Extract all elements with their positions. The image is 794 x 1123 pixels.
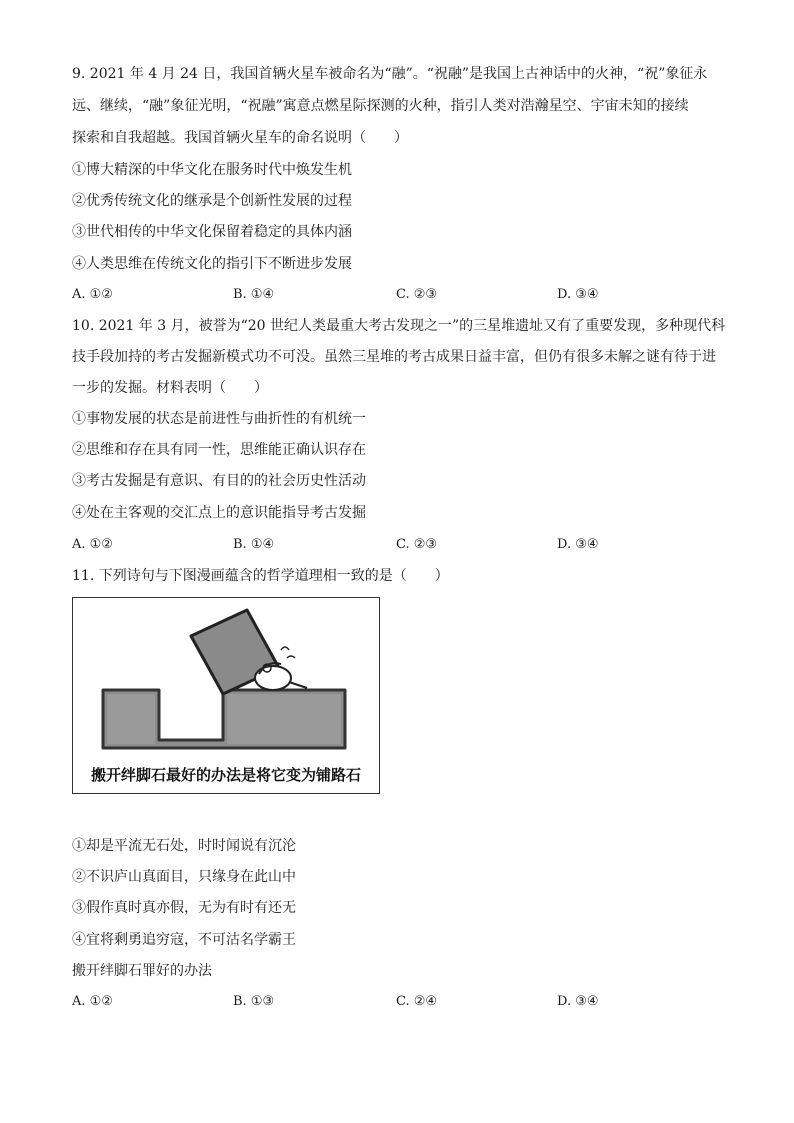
q10-stem-line-3: 一步的发掘。材料表明（ ） <box>72 380 268 396</box>
q9-option-d[interactable]: D. ③④ <box>557 287 599 302</box>
cartoon-figure <box>72 597 380 794</box>
q10-stem-line-1: 10. 2021 年 3 月，被誉为“20 世纪人类最重大考古发现之一”的三星堆遗址又有了重要发现，多种现代科 <box>72 318 726 334</box>
q11-option-c[interactable]: C. ②④ <box>396 994 438 1009</box>
q10-statement-1: ①事物发展的状态是前进性与曲折性的有机统一 <box>72 411 366 427</box>
q9-option-c[interactable]: C. ②③ <box>396 287 438 302</box>
q9-statement-1: ①博大精深的中华文化在服务时代中焕发生机 <box>72 162 352 178</box>
q10-stem-line-2: 技手段加持的考古发掘新模式功不可没。虽然三星堆的考古成果日益丰富，但仍有很多未解之谜有待于进 <box>72 349 716 365</box>
q9-stem-line-2: 远、继续，“融”象征光明，“祝融”寓意点燃星际探测的火种，指引人类对浩瀚星空、宇宙未知的接续 <box>72 98 689 114</box>
q9-statement-2: ②优秀传统文化的继承是个创新性发展的过程 <box>72 193 352 209</box>
q9-option-a[interactable]: A. ①② <box>72 287 113 302</box>
q9-option-b[interactable]: B. ①④ <box>233 287 275 302</box>
q11-option-a[interactable]: A. ①② <box>72 994 113 1009</box>
q10-statement-2: ②思维和存在具有同一性，思维能正确认识存在 <box>72 442 366 458</box>
q9-stem-line-3: 探索和自我超越。我国首辆火星车的命名说明（ ） <box>72 130 408 146</box>
cartoon-illustration <box>73 598 379 758</box>
q10-statement-4: ④处在主客观的交汇点上的意识能指导考古发掘 <box>72 505 366 521</box>
q10-option-c[interactable]: C. ②③ <box>396 537 438 552</box>
q10-statement-3: ③考古发掘是有意识、有目的的社会历史性活动 <box>72 473 366 489</box>
q11-statement-4: ④宜将剩勇追穷寇，不可沽名学霸王 <box>72 932 296 948</box>
figure-caption: 搬开绊脚石最好的办法是将它变为铺路石 <box>90 766 361 784</box>
q11-option-d[interactable]: D. ③④ <box>557 994 599 1009</box>
q10-option-a[interactable]: A. ①② <box>72 537 113 552</box>
q9-statement-4: ④人类思维在传统文化的指引下不断进步发展 <box>72 256 352 272</box>
q11-stem: 11. 下列诗句与下图漫画蕴含的哲学道理相一致的是（ ） <box>72 568 449 584</box>
q9-statement-3: ③世代相传的中华文化保留着稳定的具体内涵 <box>72 224 352 240</box>
q11-option-b[interactable]: B. ①③ <box>233 994 275 1009</box>
q9-stem-line-1: 9. 2021 年 4 月 24 日，我国首辆火星车被命名为“融”。“祝融”是我国上古神话中的火神，“祝”象征永 <box>72 66 708 82</box>
q11-statement-1: ①却是平流无石处，时时闻说有沉沦 <box>72 838 296 854</box>
q11-extra-line: 搬开绊脚石罪好的办法 <box>72 963 212 979</box>
q10-option-b[interactable]: B. ①④ <box>233 537 275 552</box>
q11-statement-2: ②不识庐山真面目，只缘身在此山中 <box>72 869 296 885</box>
q10-option-d[interactable]: D. ③④ <box>557 537 599 552</box>
q11-statement-3: ③假作真时真亦假，无为有时有还无 <box>72 900 296 916</box>
